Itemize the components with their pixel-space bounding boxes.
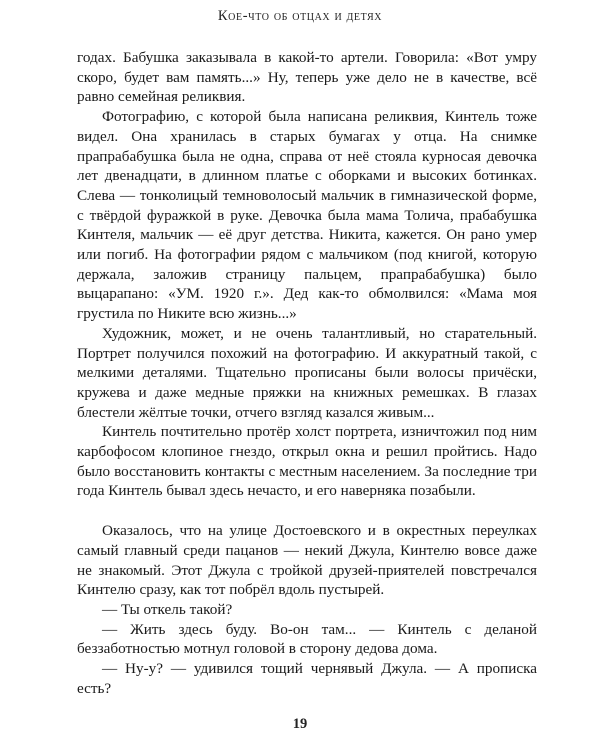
dialogue-line: — Ну-у? — удивился тощий чернявый Джула. — А прописка есть? — [77, 660, 537, 697]
paragraph: Оказалось, что на улице Достоевского и в окрестных переулках самый главный среди пацанов — некий Джула, Кинтелю вовсе даже не знакомый. Этот Джула с тройкой друзей-приятелей повстречался Кинтелю сразу, как тот побрёл вдоль пустырей. — [77, 522, 537, 599]
section-break — [77, 501, 537, 521]
paragraph-continuation: годах. Бабушка заказывала в какой-то артели. Говорила: «Вот умру скоро, будет вам память...» Ну, теперь уже дело не в качестве, всё равно семейная реликвия. — [77, 49, 537, 106]
page-number: 19 — [292, 716, 308, 732]
paragraph: Кинтель почтительно протёр холст портрета, изничтожил под ним карбофосом клопиное гнездо, открыл окна и решил пройтись. Надо было восстановить контакты с местным населением. За последние три года Кинтель бывал здесь нечасто, и его наверняка позабыли. — [77, 423, 537, 500]
running-title: Кое-что об отцах и детях — [217, 8, 383, 24]
paragraph: Художник, может, и не очень талантливый, но старательный. Портрет получился похожий на фотографию. И аккуратный такой, с мелкими деталями. Тщательно прописаны были волосы причёски, кружева и даже медные пряжки на книжных ремешках. В глазах блестели жёлтые точки, отчего взгляд казался живым... — [77, 324, 537, 421]
dialogue-line: — Жить здесь буду. Во-он там... — Кинтель с деланой беззаботностью мотнул головой в сторону дедова дома. — [77, 620, 537, 658]
paragraph: Фотографию, с которой была написана реликвия, Кинтель тоже видел. Она хранилась в старых бумагах у отца. На снимке прапрабабушка была не одна, справа от неё стояла курносая девочка лет двенадцати, в длинном платье с оборками и высоких ботинках. Слева — тонколицый темноволосый мальчик в гимназической форме, с твёрдой фуражкой в руке. Девочка была мама Толича, прабабушка Кинтеля, мальчик — её друг детства. Никита, кажется. Он рано умер или погиб. На фотографии рядом с мальчиком (под книгой, которую держала, заложив страницу пальцем, прапрабабушка) было выцарапано: «УМ. 1920 г.». Дед как-то обмолвился: «Мама моя грустила по Никите всю жизнь...» — [77, 108, 537, 323]
body-text — [77, 48, 537, 699]
dialogue-line: — Ты откель такой? — [102, 600, 233, 618]
